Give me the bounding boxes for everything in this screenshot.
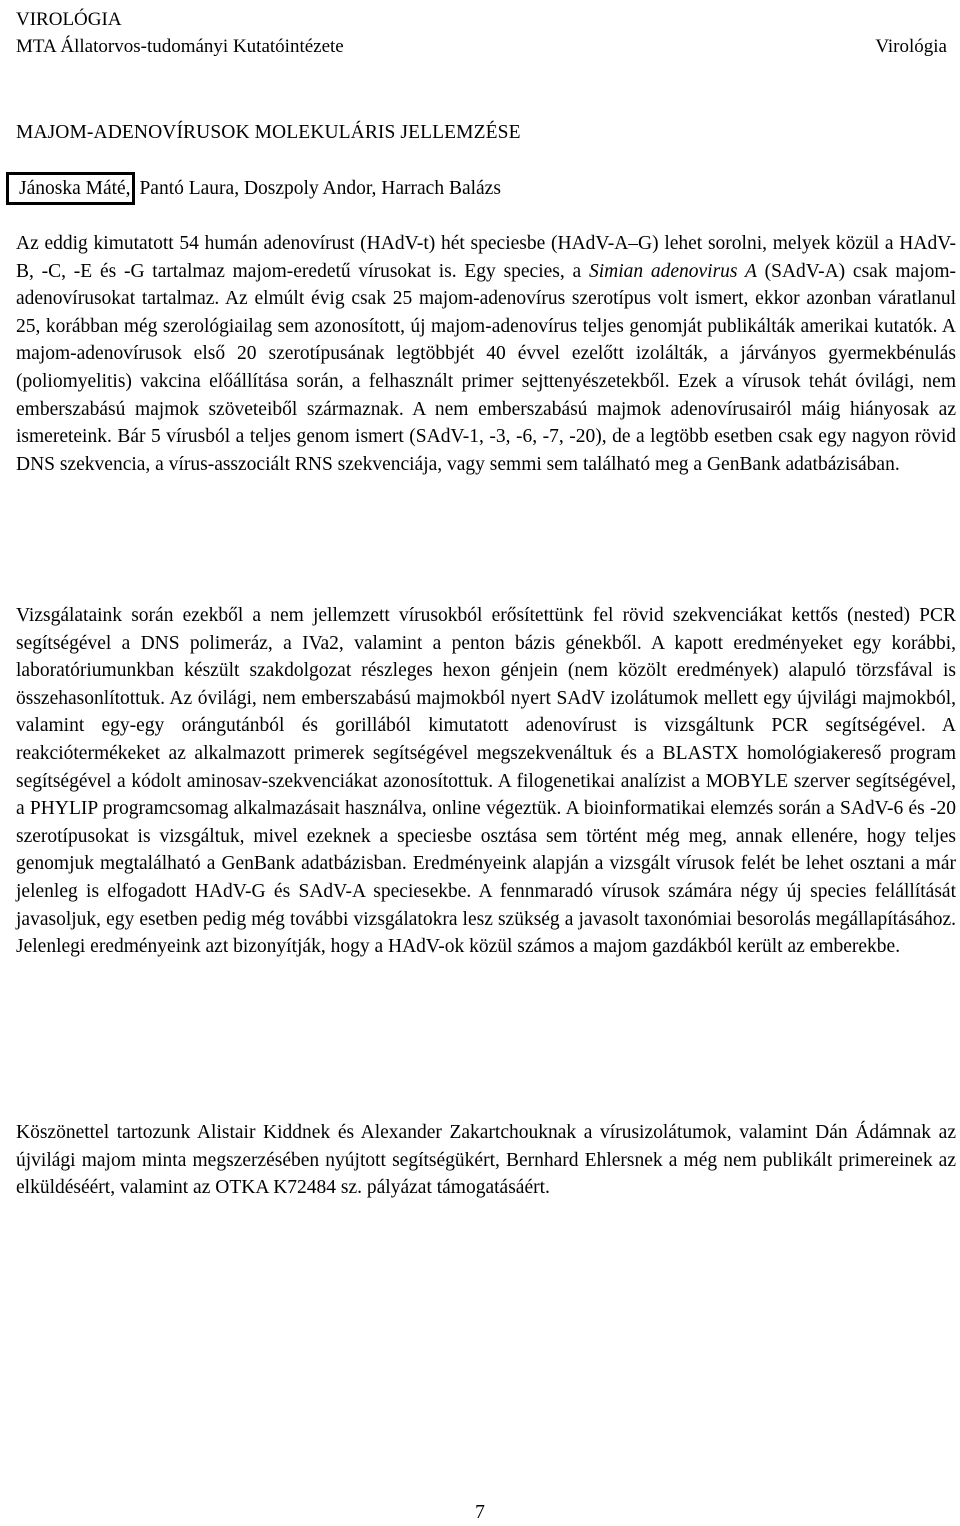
header-institute: MTA Állatorvos-tudományi Kutatóintézete <box>16 36 344 57</box>
header-right-label: Virológia <box>875 36 947 57</box>
species-name-italic: Simian adenovirus A <box>588 260 757 282</box>
paragraph-intro-part1: Az eddig kimutatott 54 humán adenovírust (HAdV-t) hét speciesbe (HAdV-A–G) lehet sorolni, melyek közül a HAdV-B, -C, -E és -G tartalmaz majom-eredetű vírusokat is. Egy species, a <box>16 233 956 282</box>
first-author-boxed: Jánoska Máté, <box>6 172 135 205</box>
page-number: 7 <box>475 1502 485 1523</box>
author-line <box>6 172 501 205</box>
paragraph-acknowledgements: Köszönettel tartozunk Alistair Kiddnek és Alexander Zakartchouknak a vírusizolátumok, valamint Dán Ádámnak az újvilági majom minta megszerzésében nyújtott segítségükért, Bernhard Ehlersnek a még nem publikált primereinek az elküldéséért, valamint az OTKA K72484 sz. pályázat támogatásáért. <box>16 1122 956 1199</box>
paragraph-intro <box>16 230 956 478</box>
header-section-title: VIROLÓGIA <box>16 9 122 30</box>
paragraph-methods-results: Vizsgálataink során ezekből a nem jellemzett vírusokból erősítettünk fel rövid szekvenciákat kettős (nested) PCR segítségével a DNS polimeráz, a IVa2, valamint a penton bázis génekből. A kapott eredményeket egy korábbi, laboratóriumunkban készült szakdolgozat részleges hexon génjein (nem közölt eredmények) alapuló törzsfával is összehasonlítottuk. Az óvilági, nem emberszabású majmokból nyert SAdV izolátumok mellett egy újvilági majmokból, valamint egy-egy orángutánból és gorillából kimutatott adenovírust is vizsgáltunk PCR segítségével. A reakciótermékeket az alkalmazott primerek segítségével megszekvenáltuk és a BLASTX homológiakereső program segítségével a kódolt aminosav-szekvenciákat azonosítottuk. A filogenetikai analízist a MOBYLE szerver segítségével, a PHYLIP programcsomag alkalmazásait használva, online végeztük. A bioinformatikai elemzés során a SAdV-6 és -20 szerotípusokat is vizsgáltuk, mivel ezeknek a speciesbe osztása sem történt még meg, annak ellenére, hogy teljes genomjuk megtalálható a GenBank adatbázisban. Eredményeink alapján a vizsgált vírusok felét be lehet osztani a már jelenleg is elfogadott HAdV-G és SAdV-A speciesekbe. A fennmaradó vírusok számára négy új species felállítását javasoljuk, egy esetben pedig még további vizsgálatokra lesz szükség a javasolt taxonómiai besorolás megállapításához. Jelenlegi eredményeink azt bizonyítják, hogy a HAdV-ok közül számos a majom gazdákból került az emberekbe. <box>16 605 956 958</box>
article-title: MAJOM-ADENOVÍRUSOK MOLEKULÁRIS JELLEMZÉSE <box>16 122 521 143</box>
co-authors: Pantó Laura, Doszpoly Andor, Harrach Balázs <box>134 178 501 199</box>
paragraph-intro-part2: (SAdV-A) csak majom-adenovírusokat tartalmaz. Az elmúlt évig csak 25 majom-adenovírus szerotípus volt ismert, ekkor azonban váratlanul 25, korábban még szerológiailag sem azonosított, új majom-adenovírus teljes genomját publikálták amerikai kutatók. A majom-adenovírusok első 20 szerotípusának legtöbbjét 40 évvel ezelőtt izolálták, a járványos gyermekbénulás (poliomyelitis) vakcina előállítása során, a felhasznált primer sejttenyészetekből. Ezek a vírusok tehát óvilági, nem emberszabású majmok szöveteiből származnak. A nem emberszabású majmok adenovírusairól máig hiányosak az ismereteink. Bár 5 vírusból a teljes genom ismert (SAdV-1, -3, -6, -7, -20), de a legtöbb esetben csak egy nagyon rövid DNS szekvencia, a vírus-asszociált RNS szekvenciája, vagy semmi sem található meg a GenBank adatbázisában. <box>16 260 956 475</box>
page-header <box>16 6 344 60</box>
